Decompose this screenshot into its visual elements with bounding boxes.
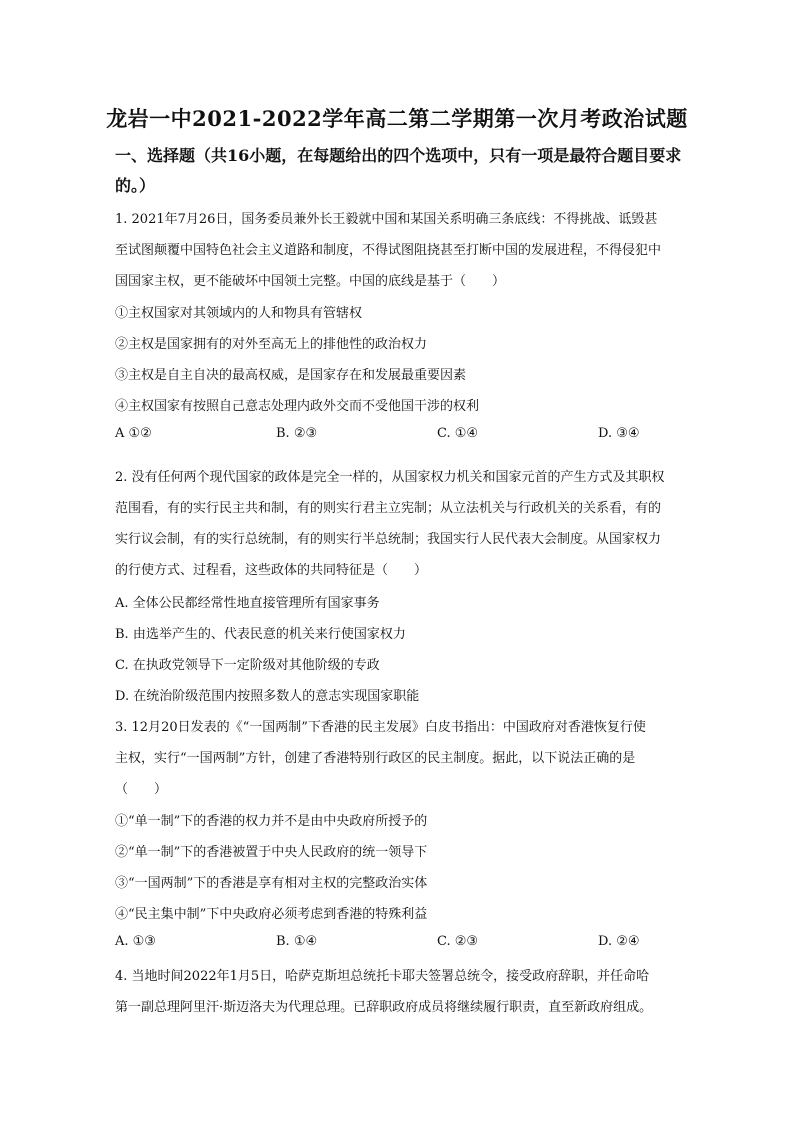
q1-statement-2: ②主权是国家拥有的对外至高无上的排他性的政治权力 bbox=[115, 337, 428, 352]
q3-statement-4: ④“民主集中制”下中央政府必须考虑到香港的特殊利益 bbox=[115, 907, 428, 922]
q1-statement-4: ④主权国家有按照自己意志处理内政外交而不受他国干涉的权利 bbox=[115, 399, 480, 414]
q1-option-d: D. ③④ bbox=[598, 426, 640, 441]
exam-title: 龙岩一中2021-2022学年高二第二学期第一次月考政治试题 bbox=[106, 106, 688, 131]
q1-option-a: A ①② bbox=[115, 426, 152, 441]
section-heading: 一、选择题（共16小题，在每题给出的四个选项中，只有一项是最符合题目要求的。） bbox=[115, 146, 682, 195]
q2-option-a: A. 全体公民都经常性地直接管理所有国家事务 bbox=[115, 596, 380, 611]
q3-option-c: C. ②③ bbox=[437, 934, 479, 949]
q3-option-b: B. ①④ bbox=[276, 934, 318, 949]
q3-statement-3: ③“一国两制”下的香港是享有相对主权的完整政治实体 bbox=[115, 876, 428, 891]
q2-option-b: B. 由选举产生的、代表民意的机关来行使国家权力 bbox=[115, 627, 406, 642]
q3-line-3: （ ） bbox=[115, 782, 168, 797]
q4-line-1: 4. 当地时间2022年1月5日，哈萨克斯坦总统托卡耶夫签署总统令，接受政府辞职，并任命哈 bbox=[115, 969, 650, 984]
q3-line-2: 主权，实行“一国两制”方针，创建了香港特别行政区的民主制度。据此，以下说法正确的是 bbox=[115, 751, 636, 766]
q1-line-1: 1. 2021年7月26日，国务委员兼外长王毅就中国和某国关系明确三条底线：不得挑战、诋毁甚 bbox=[115, 212, 658, 227]
q2-line-1: 2. 没有任何两个现代国家的政体是完全一样的，从国家权力机关和国家元首的产生方式及其职权 bbox=[115, 470, 665, 485]
q2-line-4: 的行使方式、过程看，这些政体的共同特征是（ ） bbox=[115, 563, 428, 578]
q2-line-2: 范围看，有的实行民主共和制，有的则实行君主立宪制；从立法机关与行政机关的关系看，有的 bbox=[115, 501, 662, 516]
q1-line-2: 至试图颠覆中国特色社会主义道路和制度，不得试图阻挠甚至打断中国的发展进程，不得侵犯中 bbox=[115, 243, 662, 258]
q3-option-a: A. ①③ bbox=[115, 934, 156, 949]
q1-option-c: C. ①④ bbox=[437, 426, 479, 441]
q3-statement-1: ①“单一制”下的香港的权力并不是由中央政府所授予的 bbox=[115, 814, 428, 829]
q4-line-2: 第一副总理阿里汗·斯迈洛夫为代理总理。已辞职政府成员将继续履行职责，直至新政府组成。 bbox=[115, 1000, 653, 1015]
q2-option-c: C. 在执政党领导下一定阶级对其他阶级的专政 bbox=[115, 658, 380, 673]
q1-statement-3: ③主权是自主自决的最高权威，是国家存在和发展最重要因素 bbox=[115, 368, 467, 383]
q2-option-d: D. 在统治阶级范围内按照多数人的意志实现国家职能 bbox=[115, 689, 420, 704]
q1-option-b: B. ②③ bbox=[276, 426, 318, 441]
q3-line-1: 3. 12月20日发表的《“一国两制”下香港的民主发展》白皮书指出：中国政府对香港恢复行使 bbox=[115, 720, 646, 735]
q3-statement-2: ②“单一制”下的香港被置于中央人民政府的统一领导下 bbox=[115, 845, 428, 860]
q1-line-3: 国国家主权，更不能破坏中国领土完整。中国的底线是基于（ ） bbox=[115, 274, 506, 289]
q1-statement-1: ①主权国家对其领域内的人和物具有管辖权 bbox=[115, 306, 363, 321]
q2-line-3: 实行议会制，有的实行总统制，有的则实行半总统制；我国实行人民代表大会制度。从国家权力 bbox=[115, 532, 662, 547]
q3-option-d: D. ②④ bbox=[598, 934, 640, 949]
